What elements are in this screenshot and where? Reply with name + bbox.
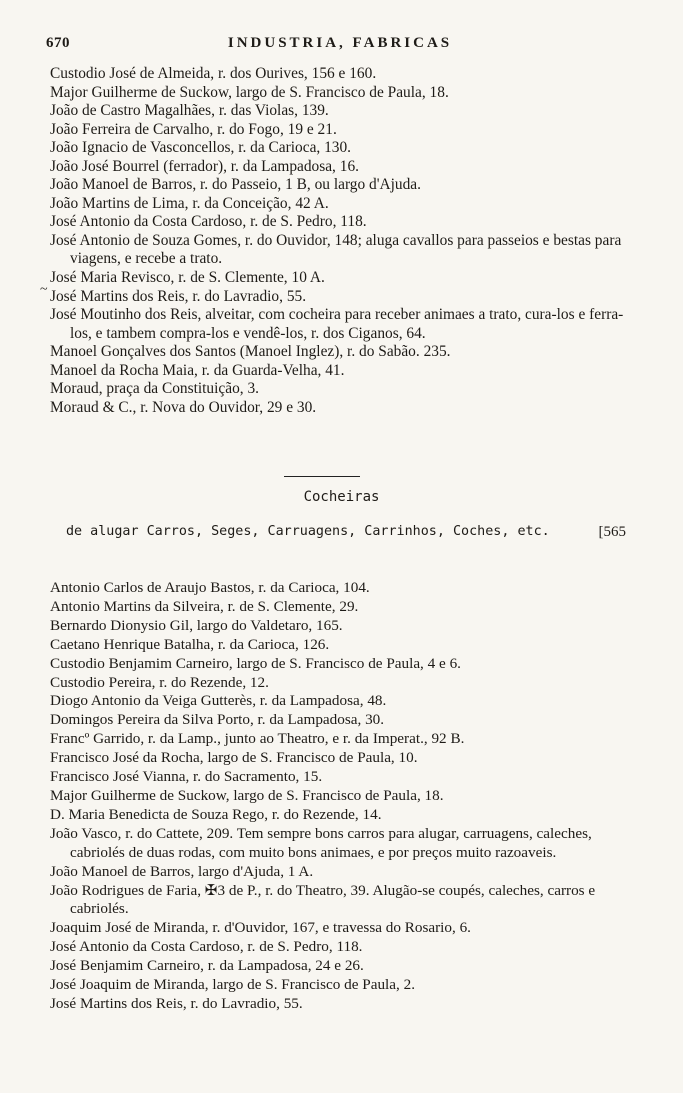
list-item: João Ignacio de Vasconcellos, r. da Carioca, 130. — [50, 139, 352, 157]
list-item: José Benjamim Carneiro, r. da Lampadosa, 24 e 26. — [50, 957, 364, 975]
list-item: João Vasco, r. do Cattete, 209. Tem sempre bons carros para alugar, carruagens, caleches, cabriolés de duas rodas, com muito bons animaes, e por preços muito razoaveis. — [50, 824, 592, 861]
list-item: Francisco José Vianna, r. do Sacramento, 15. — [50, 768, 323, 786]
list-item: João Martins de Lima, r. da Conceição, 42 A. — [50, 194, 329, 212]
list-item: Manoel Gonçalves dos Santos (Manoel Inglez), r. do Sabão. 235. — [50, 343, 451, 361]
list-item: Manoel da Rocha Maia, r. da Guarda-Velha, 41. — [50, 361, 345, 379]
list-item: Francisco José da Rocha, largo de S. Francisco de Paula, 10. — [50, 749, 418, 767]
section-divider — [284, 476, 360, 477]
list-item: José Moutinho dos Reis, alveitar, com cocheira para receber animaes a trato, cura-los e ferra-los, e tambem compra-los e vendê-los, r. dos Ciganos, 64. — [50, 306, 624, 342]
page-header — [40, 35, 640, 57]
list-item: José Antonio da Costa Cardoso, r. de S. Pedro, 118. — [50, 213, 367, 231]
list-item: Custodio Benjamim Carneiro, largo de S. Francisco de Paula, 4 e 6. — [50, 654, 461, 672]
list-item: João Ferreira de Carvalho, r. do Fogo, 19 e 21. — [50, 120, 337, 138]
list-item: D. Maria Benedicta de Souza Rego, r. do Rezende, 14. — [50, 805, 382, 823]
list-item: Joaquim José de Miranda, r. d'Ouvidor, 167, e travessa do Rosario, 6. — [50, 919, 471, 937]
list-item: Moraud & C., r. Nova do Ouvidor, 29 e 30. — [50, 398, 317, 416]
section-subtitle-row — [66, 524, 626, 541]
list-item: João Manoel de Barros, largo d'Ajuda, 1 A. — [50, 862, 314, 880]
list-item: Custodio José de Almeida, r. dos Ourives, 156 e 160. — [50, 65, 377, 82]
list-item: João de Castro Magalhães, r. das Violas, 139. — [50, 102, 329, 120]
list-item: Major Guilherme de Suckow, largo de S. Francisco de Paula, 18. — [50, 786, 444, 804]
printer-signature: [565 — [598, 524, 626, 540]
list-item: José Antonio da Costa Cardoso, r. de S. Pedro, 118. — [50, 938, 363, 956]
list-item: Diogo Antonio da Veiga Gutterès, r. da Lampadosa, 48. — [50, 692, 387, 710]
entries-list — [50, 65, 630, 417]
list-item: Custodio Pereira, r. do Rezende, 12. — [50, 673, 269, 691]
margin-mark: ~ — [40, 282, 48, 297]
list-item: Francº Garrido, r. da Lamp., junto ao Theatro, e r. da Imperat., 92 B. — [50, 730, 465, 748]
section-title: Cocheiras — [303, 489, 380, 505]
list-item: Antonio Carlos de Araujo Bastos, r. da Carioca, 104. — [50, 579, 370, 596]
section-subtitle: de alugar Carros, Seges, Carruagens, Carrinhos, Coches, etc. — [66, 524, 550, 539]
list-item: José Joaquim de Miranda, largo de S. Francisco de Paula, 2. — [50, 976, 415, 994]
list-item: Major Guilherme de Suckow, largo de S. Francisco de Paula, 18. — [50, 83, 449, 101]
list-item: José Maria Revisco, r. de S. Clemente, 10 A. — [50, 269, 325, 287]
list-item: João Manoel de Barros, r. do Passeio, 1 B, ou largo d'Ajuda. — [50, 176, 421, 194]
list-item: Domingos Pereira da Silva Porto, r. da Lampadosa, 30. — [50, 711, 385, 729]
list-item: Antonio Martins da Silveira, r. de S. Clemente, 29. — [50, 597, 359, 615]
list-item: João José Bourrel (ferrador), r. da Lampadosa, 16. — [50, 157, 359, 175]
page-number: 670 — [46, 35, 70, 51]
list-item: Caetano Henrique Batalha, r. da Carioca, 126. — [50, 635, 330, 653]
list-item: Bernardo Dionysio Gil, largo do Valdetaro, 165. — [50, 616, 343, 634]
list-item: João Rodrigues de Faria, ✠3 de P., r. do Theatro, 39. Alugão-se coupés, caleches, carros e cabriolés. — [50, 881, 596, 918]
list-item: José Martins dos Reis, r. do Lavradio, 55. — [50, 287, 307, 305]
cocheiras-list — [50, 579, 630, 1014]
list-item: Moraud, praça da Constituição, 3. — [50, 380, 259, 398]
list-item: José Martins dos Reis, r. do Lavradio, 55. — [50, 994, 303, 1012]
list-item: José Antonio de Souza Gomes, r. do Ouvidor, 148; aluga cavallos para passeios e bestas para viagens, e recebe a trato. — [50, 231, 622, 268]
running-title: INDUSTRIA, FABRICAS — [227, 35, 453, 51]
